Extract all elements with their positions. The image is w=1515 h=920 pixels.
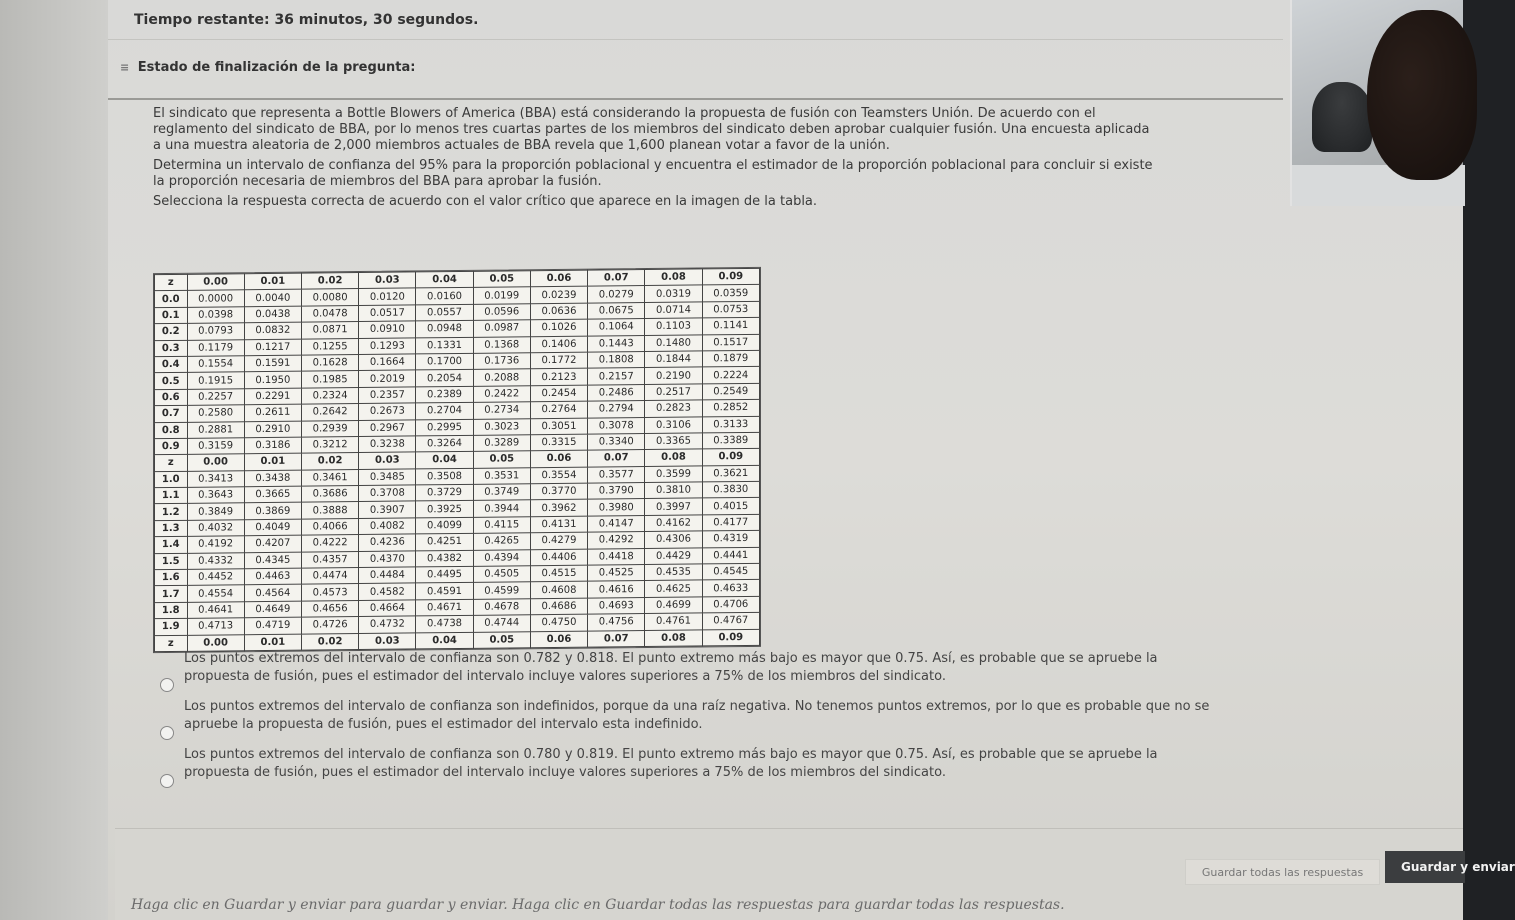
z-value-cell: z [155, 455, 188, 472]
probability-cell: 0.1141 [702, 318, 759, 335]
probability-cell: 0.2704 [416, 402, 473, 419]
probability-cell: 0.2852 [702, 399, 759, 416]
z-value-cell: 1.0 [155, 471, 188, 488]
probability-cell: 0.4767 [702, 613, 759, 630]
probability-cell: 0.1064 [588, 319, 645, 336]
probability-cell: 0.0319 [645, 285, 702, 302]
radio-button[interactable] [160, 678, 174, 692]
probability-cell: 0.1591 [244, 355, 301, 372]
submit-hint: Haga clic en Guardar y enviar para guardar y enviar. Haga clic en Guardar todas las respuestas para guardar todas las respuestas. [131, 897, 1065, 913]
probability-cell: 0.09 [702, 629, 759, 646]
probability-cell: 0.4452 [187, 569, 244, 586]
probability-cell: 0.4484 [359, 567, 416, 584]
probability-cell: 0.0793 [187, 323, 244, 340]
probability-cell: 0.1443 [588, 335, 645, 352]
answer-option-text: Los puntos extremos del intervalo de confianza son 0.780 y 0.819. El punto extremo más bajo es mayor que 0.75. Así, es probable que se apruebe la propuesta de fusión, pues el estimador del intervalo incluye valores superiores a 75% de los miembros del sindicato. [184, 747, 1158, 780]
probability-cell: 0.4756 [588, 614, 645, 631]
probability-cell: 0.4726 [301, 617, 358, 634]
probability-cell: 0.4015 [702, 498, 759, 515]
chevron-down-icon[interactable]: ≡ [120, 61, 130, 74]
probability-cell: 0.3186 [244, 437, 301, 454]
probability-cell: 0.4505 [473, 566, 530, 583]
probability-cell: 0.2794 [588, 401, 645, 418]
probability-cell: 0.1331 [416, 337, 473, 354]
background-person [1312, 82, 1372, 152]
probability-cell: 0.07 [588, 270, 645, 287]
z-table-image [153, 267, 761, 653]
probability-cell: 0.1844 [645, 351, 702, 368]
probability-cell: 0.3413 [187, 470, 244, 487]
z-value-cell: 0.9 [155, 438, 188, 455]
answer-option-1[interactable] [160, 650, 1220, 686]
probability-cell: 0.4664 [359, 600, 416, 617]
probability-cell: 0.1915 [187, 372, 244, 389]
probability-cell: 0.1255 [301, 338, 358, 355]
probability-cell: 0.3554 [530, 467, 587, 484]
question-text [153, 106, 1153, 214]
z-value-cell: 1.9 [155, 619, 188, 636]
probability-cell: 0.0199 [473, 287, 530, 304]
probability-cell: 0.4678 [473, 599, 530, 616]
probability-cell: 0.4495 [416, 566, 473, 583]
probability-cell: 0.3051 [530, 418, 587, 435]
answer-option-2[interactable] [160, 698, 1220, 734]
probability-cell: 0.1517 [702, 334, 759, 351]
probability-cell: 0.2088 [473, 369, 530, 386]
probability-cell: 0.05 [473, 451, 530, 468]
probability-cell: 0.3907 [359, 501, 416, 518]
probability-cell: 0.2549 [702, 383, 759, 400]
probability-cell: 0.2257 [187, 388, 244, 405]
probability-cell: 0.4418 [588, 548, 645, 565]
probability-cell: 0.1772 [530, 352, 587, 369]
probability-cell: 0.0000 [187, 290, 244, 307]
z-value-cell: 0.4 [155, 356, 188, 373]
probability-cell: 0.4177 [702, 514, 759, 531]
probability-cell: 0.3790 [588, 483, 645, 500]
probability-cell: 0.4744 [473, 615, 530, 632]
probability-cell: 0.0832 [244, 322, 301, 339]
probability-cell: 0.4099 [416, 517, 473, 534]
probability-cell: 0.4345 [244, 552, 301, 569]
z-value-cell: 0.5 [155, 373, 188, 390]
probability-cell: 0.4535 [645, 564, 702, 581]
probability-cell: 0.4357 [301, 551, 358, 568]
probability-cell: 0.0239 [530, 287, 587, 304]
probability-cell: 0.2123 [530, 368, 587, 385]
probability-cell: 0.4693 [588, 597, 645, 614]
probability-cell: 0.0910 [359, 321, 416, 338]
probability-cell: 0.2224 [702, 367, 759, 384]
z-value-cell: 1.1 [155, 487, 188, 504]
probability-cell: 0.03 [359, 452, 416, 469]
probability-cell: 0.2324 [301, 387, 358, 404]
probability-cell: 0.4761 [645, 613, 702, 630]
probability-cell: 0.2939 [301, 420, 358, 437]
probability-cell: 0.4591 [416, 583, 473, 600]
probability-cell: 0.0753 [702, 301, 759, 318]
probability-cell: 0.03 [359, 633, 416, 650]
probability-cell: 0.1664 [359, 354, 416, 371]
probability-cell: 0.0398 [187, 307, 244, 324]
probability-cell: 0.3925 [416, 501, 473, 518]
z-value-cell: z [155, 274, 188, 291]
probability-cell: 0.4706 [702, 596, 759, 613]
probability-cell: 0.1217 [244, 339, 301, 356]
probability-cell: 0.4564 [244, 585, 301, 602]
probability-cell: 0.3461 [301, 469, 358, 486]
probability-cell: 0.2734 [473, 402, 530, 419]
probability-cell: 0.08 [645, 449, 702, 466]
probability-cell: 0.3962 [530, 500, 587, 517]
probability-cell: 0.3531 [473, 467, 530, 484]
probability-cell: 0.4066 [301, 518, 358, 535]
probability-cell: 0.08 [645, 630, 702, 647]
probability-cell: 0.2422 [473, 385, 530, 402]
probability-cell: 0.1736 [473, 353, 530, 370]
probability-cell: 0.3849 [187, 503, 244, 520]
probability-cell: 0.2054 [416, 370, 473, 387]
probability-cell: 0.1985 [301, 371, 358, 388]
probability-cell: 0.02 [301, 633, 358, 650]
probability-cell: 0.04 [416, 271, 473, 288]
probability-cell: 0.1554 [187, 356, 244, 373]
probability-cell: 0.0714 [645, 302, 702, 319]
probability-cell: 0.3212 [301, 436, 358, 453]
question-status-bar[interactable] [108, 40, 1283, 100]
probability-cell: 0.4633 [702, 580, 759, 597]
probability-cell: 0.0438 [244, 306, 301, 323]
save-and-submit-button[interactable]: Guardar y enviar [1385, 851, 1465, 883]
probability-cell: 0.4554 [187, 585, 244, 602]
probability-cell: 0.3997 [645, 498, 702, 515]
probability-cell: 0.4441 [702, 547, 759, 564]
probability-cell: 0.4406 [530, 549, 587, 566]
probability-cell: 0.04 [416, 632, 473, 649]
probability-cell: 0.4032 [187, 520, 244, 537]
probability-cell: 0.1293 [359, 337, 416, 354]
webcam-overlay [1290, 0, 1463, 206]
probability-cell: 0.3023 [473, 418, 530, 435]
probability-cell: 0.2881 [187, 421, 244, 438]
probability-cell: 0.3729 [416, 484, 473, 501]
probability-cell: 0.4713 [187, 618, 244, 635]
probability-cell: 0.4236 [359, 534, 416, 551]
probability-cell: 0.04 [416, 452, 473, 469]
probability-cell: 0.4115 [473, 517, 530, 534]
probability-cell: 0.0517 [359, 305, 416, 322]
probability-cell: 0.2823 [645, 400, 702, 417]
probability-cell: 0.3159 [187, 438, 244, 455]
probability-cell: 0.2486 [588, 384, 645, 401]
probability-cell: 0.05 [473, 631, 530, 648]
probability-cell: 0.07 [588, 630, 645, 647]
probability-cell: 0.09 [702, 268, 759, 285]
answer-options [160, 650, 1220, 794]
z-value-cell: 1.2 [155, 504, 188, 521]
probability-cell: 0.4608 [530, 582, 587, 599]
probability-cell: 0.3577 [588, 466, 645, 483]
probability-cell: 0.1026 [530, 319, 587, 336]
probability-cell: 0.0948 [416, 321, 473, 338]
probability-cell: 0.3340 [588, 433, 645, 450]
probability-cell: 0.4162 [645, 515, 702, 532]
z-value-cell: 0.0 [155, 291, 188, 308]
probability-cell: 0.2291 [244, 388, 301, 405]
probability-cell: 0.0120 [359, 288, 416, 305]
probability-cell: 0.0478 [301, 305, 358, 322]
z-value-cell: 0.6 [155, 389, 188, 406]
answer-option-text: Los puntos extremos del intervalo de confianza son indefinidos, porque da una raíz negativa. No tenemos puntos extremos, por lo que es probable que no se apruebe la propuesta de fusión, pues el estimador del intervalo esta indefinido. [184, 699, 1210, 732]
probability-cell: 0.4251 [416, 534, 473, 551]
probability-cell: 0.4332 [187, 552, 244, 569]
probability-cell: 0.3686 [301, 486, 358, 503]
probability-cell: 0.00 [187, 274, 244, 291]
probability-cell: 0.01 [244, 634, 301, 651]
probability-cell: 0.3078 [588, 417, 645, 434]
probability-cell: 0.3810 [645, 482, 702, 499]
z-value-cell: 1.6 [155, 569, 188, 586]
probability-cell: 0.4738 [416, 616, 473, 633]
probability-cell: 0.1179 [187, 339, 244, 356]
probability-cell: 0.4207 [244, 535, 301, 552]
submission-footer [115, 828, 1515, 920]
probability-cell: 0.01 [244, 453, 301, 470]
probability-cell: 0.3830 [702, 481, 759, 498]
probability-cell: 0.2190 [645, 367, 702, 384]
probability-cell: 0.4545 [702, 563, 759, 580]
probability-cell: 0.2517 [645, 384, 702, 401]
probability-cell: 0.02 [301, 273, 358, 290]
probability-cell: 0.4463 [244, 568, 301, 585]
probability-cell: 0.4306 [645, 531, 702, 548]
z-value-cell: 0.7 [155, 405, 188, 422]
probability-cell: 0.0160 [416, 288, 473, 305]
probability-cell: 0.3869 [244, 503, 301, 520]
probability-cell: 0.0557 [416, 304, 473, 321]
probability-cell: 0.4370 [359, 551, 416, 568]
probability-cell: 0.3665 [244, 486, 301, 503]
probability-cell: 0.0040 [244, 290, 301, 307]
probability-cell: 0.3599 [645, 466, 702, 483]
probability-cell: 0.4049 [244, 519, 301, 536]
probability-cell: 0.2673 [359, 403, 416, 420]
z-value-cell: 1.8 [155, 602, 188, 619]
probability-cell: 0.1406 [530, 336, 587, 353]
probability-cell: 0.4582 [359, 583, 416, 600]
radio-button[interactable] [160, 726, 174, 740]
probability-cell: 0.0359 [702, 285, 759, 302]
probability-cell: 0.1700 [416, 353, 473, 370]
probability-cell: 0.1879 [702, 350, 759, 367]
probability-cell: 0.2019 [359, 370, 416, 387]
answer-option-3[interactable] [160, 746, 1220, 782]
probability-cell: 0.3133 [702, 416, 759, 433]
probability-cell: 0.4649 [244, 601, 301, 618]
probability-cell: 0.01 [244, 273, 301, 290]
probability-cell: 0.0596 [473, 304, 530, 321]
probability-cell: 0.3708 [359, 485, 416, 502]
probability-cell: 0.4686 [530, 598, 587, 615]
probability-cell: 0.3621 [702, 465, 759, 482]
probability-cell: 0.07 [588, 450, 645, 467]
probability-cell: 0.4474 [301, 568, 358, 585]
probability-cell: 0.4382 [416, 550, 473, 567]
probability-cell: 0.4147 [588, 515, 645, 532]
probability-cell: 0.3238 [359, 436, 416, 453]
probability-cell: 0.0636 [530, 303, 587, 320]
probability-cell: 0.4750 [530, 614, 587, 631]
question-paragraph-3: Selecciona la respuesta correcta de acuerdo con el valor crítico que aparece en la imagen de la tabla. [153, 194, 818, 209]
probability-cell: 0.1103 [645, 318, 702, 335]
probability-cell: 0.4671 [416, 599, 473, 616]
probability-cell: 0.3749 [473, 484, 530, 501]
probability-cell: 0.08 [645, 269, 702, 286]
probability-cell: 0.3888 [301, 502, 358, 519]
z-value-cell: 0.1 [155, 307, 188, 324]
probability-cell: 0.4319 [702, 531, 759, 548]
webcam-face [1367, 10, 1477, 180]
probability-cell: 0.0080 [301, 289, 358, 306]
probability-cell: 0.3264 [416, 435, 473, 452]
probability-cell: 0.4616 [588, 581, 645, 598]
z-value-cell: 1.5 [155, 553, 188, 570]
time-remaining: Tiempo restante: 36 minutos, 30 segundos. [134, 12, 479, 28]
probability-cell: 0.4573 [301, 584, 358, 601]
probability-cell: 0.09 [702, 449, 759, 466]
probability-cell: 0.2357 [359, 387, 416, 404]
probability-cell: 0.3315 [530, 434, 587, 451]
probability-cell: 0.1950 [244, 371, 301, 388]
probability-cell: 0.2910 [244, 421, 301, 438]
status-label: Estado de finalización de la pregunta: [137, 60, 416, 75]
z-value-cell: 0.2 [155, 323, 188, 340]
probability-cell: 0.02 [301, 453, 358, 470]
probability-cell: 0.3289 [473, 435, 530, 452]
z-value-cell: 0.8 [155, 422, 188, 439]
probability-cell: 0.3980 [588, 499, 645, 516]
probability-cell: 0.4515 [530, 565, 587, 582]
question-paragraph-1: El sindicato que representa a Bottle Blowers of America (BBA) está considerando la propuesta de fusión con Teamsters Unión. De acuerdo con el reglamento del sindicato de BBA, por lo menos tres cuartas partes de los miembros del sindicato deben aprobar cualquier fusión. Una encuesta aplicada a una muestra aleatoria de 2,000 miembros actuales de BBA revela que 1,600 planean votar a favor de la unión. [153, 106, 1150, 153]
probability-cell: 0.00 [187, 454, 244, 471]
probability-cell: 0.2967 [359, 419, 416, 436]
probability-cell: 0.4699 [645, 597, 702, 614]
probability-cell: 0.05 [473, 271, 530, 288]
probability-cell: 0.2454 [530, 385, 587, 402]
probability-cell: 0.4525 [588, 565, 645, 582]
probability-cell: 0.3485 [359, 469, 416, 486]
probability-cell: 0.2157 [588, 368, 645, 385]
probability-cell: 0.3643 [187, 487, 244, 504]
probability-cell: 0.00 [187, 634, 244, 651]
probability-cell: 0.0675 [588, 302, 645, 319]
probability-cell: 0.0871 [301, 322, 358, 339]
probability-cell: 0.4719 [244, 617, 301, 634]
probability-cell: 0.3106 [645, 416, 702, 433]
probability-cell: 0.03 [359, 272, 416, 289]
probability-cell: 0.4732 [359, 616, 416, 633]
probability-cell: 0.2580 [187, 405, 244, 422]
probability-cell: 0.3365 [645, 433, 702, 450]
radio-button[interactable] [160, 774, 174, 788]
probability-cell: 0.4292 [588, 532, 645, 549]
probability-cell: 0.2389 [416, 386, 473, 403]
z-value-cell: 1.7 [155, 586, 188, 603]
probability-cell: 0.0987 [473, 320, 530, 337]
z-value-cell: 1.4 [155, 537, 188, 554]
probability-cell: 0.3508 [416, 468, 473, 485]
probability-cell: 0.3944 [473, 500, 530, 517]
answer-option-text: Los puntos extremos del intervalo de confianza son 0.782 y 0.818. El punto extremo más bajo es mayor que 0.75. Así, es probable que se apruebe la propuesta de fusión, pues el estimador del intervalo incluye valores superiores a 75% de los miembros del sindicato. [184, 651, 1158, 684]
probability-cell: 0.4131 [530, 516, 587, 533]
probability-cell: 0.06 [530, 450, 587, 467]
timer-bar [108, 0, 1283, 40]
probability-cell: 0.4279 [530, 532, 587, 549]
probability-cell: 0.2611 [244, 404, 301, 421]
probability-cell: 0.1368 [473, 336, 530, 353]
question-paragraph-2: Determina un intervalo de confianza del 95% para la proporción poblacional y encuentra el estimador de la proporción poblacional para concluir si existe la proporción necesaria de miembros del BBA para aprobar la fusión. [153, 158, 1153, 189]
probability-cell: 0.3438 [244, 470, 301, 487]
z-value-cell: 0.3 [155, 340, 188, 357]
probability-cell: 0.4082 [359, 518, 416, 535]
probability-cell: 0.06 [530, 631, 587, 648]
probability-cell: 0.4192 [187, 536, 244, 553]
probability-cell: 0.06 [530, 270, 587, 287]
probability-cell: 0.4625 [645, 580, 702, 597]
save-all-answers-button[interactable]: Guardar todas las respuestas [1185, 859, 1380, 885]
probability-cell: 0.4222 [301, 535, 358, 552]
probability-cell: 0.4394 [473, 549, 530, 566]
probability-cell: 0.1808 [588, 351, 645, 368]
probability-cell: 0.2764 [530, 401, 587, 418]
probability-cell: 0.1480 [645, 334, 702, 351]
probability-cell: 0.4429 [645, 548, 702, 565]
z-value-cell: 1.3 [155, 520, 188, 537]
probability-cell: 0.4641 [187, 602, 244, 619]
probability-cell: 0.4599 [473, 582, 530, 599]
z-table [154, 268, 760, 652]
probability-cell: 0.2642 [301, 404, 358, 421]
monitor-bezel [0, 0, 108, 920]
probability-cell: 0.4265 [473, 533, 530, 550]
probability-cell: 0.0279 [588, 286, 645, 303]
probability-cell: 0.4656 [301, 600, 358, 617]
z-value-cell: z [155, 635, 188, 652]
probability-cell: 0.3389 [702, 432, 759, 449]
probability-cell: 0.2995 [416, 419, 473, 436]
probability-cell: 0.3770 [530, 483, 587, 500]
probability-cell: 0.1628 [301, 354, 358, 371]
